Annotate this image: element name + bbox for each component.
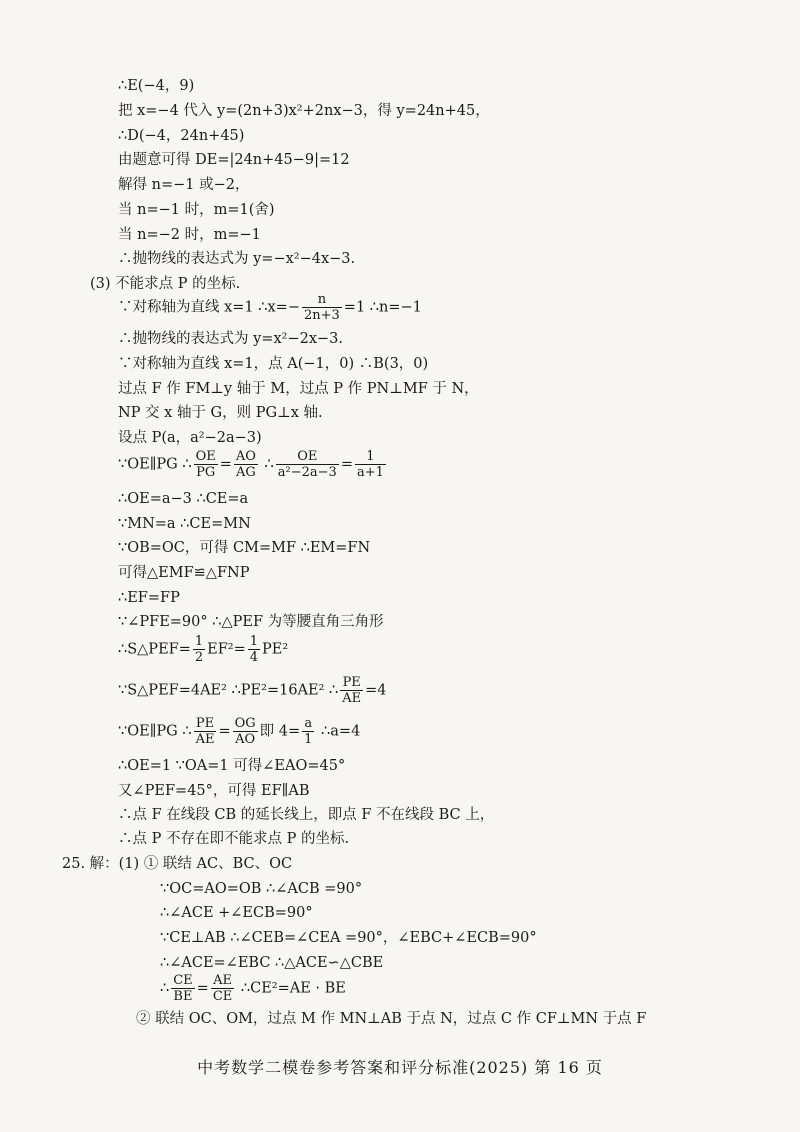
fraction: $\frac{n}{2n+3}$: [303, 292, 340, 323]
text-line: NP 交 x 轴于 G，则 PG⊥x 轴.: [118, 405, 323, 421]
page-footer: 中考数学二模卷参考答案和评分标准(2025) 第 16 页: [197, 1058, 603, 1077]
text-line: ∴OE=a−3 ∴CE=a: [118, 491, 249, 507]
formula-text: PE²: [262, 641, 289, 658]
fraction: $\frac{1}{4}$: [249, 634, 259, 665]
text-line: 设点 P(a，a²−2a−3): [118, 430, 262, 446]
text-line: ∵OB=OC，可得 CM=MF ∴EM=FN: [118, 540, 371, 556]
formula-text: ∴: [160, 980, 170, 997]
question-heading: 25. 解：(1) ① 联结 AC、BC、OC: [62, 856, 293, 872]
text-line: 过点 F 作 FM⊥y 轴于 M，过点 P 作 PN⊥MF 于 N，: [118, 381, 479, 397]
fraction: $\frac{AO}{AG}$: [235, 449, 256, 480]
text-line: 由题意可得 DE=|24n+45−9|=12: [118, 152, 350, 168]
text-line: ∴∠ACE=∠EBC ∴△ACE∽△CBE: [160, 955, 384, 971]
fraction: $\frac{1}{a+1}$: [356, 449, 384, 480]
text-line: ∴抛物线的表达式为 y=x²−2x−3.: [118, 331, 343, 347]
fraction: $\frac{PE}{AE}$: [342, 675, 362, 706]
formula-text: ∴a=4: [316, 723, 361, 740]
text-line: 解得 n=−1 或−2，: [118, 177, 250, 193]
text-line: ∴EF=FP: [118, 590, 180, 606]
fraction: $\frac{OG}{AO}$: [234, 716, 256, 747]
text-line: ② 联结 OC、OM，过点 M 作 MN⊥AB 于点 N，过点 C 作 CF⊥MN 于点 F: [136, 1011, 647, 1027]
formula-text: =: [219, 456, 232, 473]
formula-line: [118, 716, 360, 747]
formula-line: [118, 292, 422, 323]
text-line: 可得△EMF≌△FNP: [118, 565, 250, 581]
formula-text: ∴S△PEF=: [118, 641, 191, 658]
text-line: 当 n=−1 时，m=1(舍): [118, 202, 275, 218]
text-line: ∵OC=AO=OB ∴∠ACB =90°: [160, 881, 363, 897]
formula-text: 即 4=: [259, 723, 301, 740]
text-line: ∵MN=a ∴CE=MN: [118, 516, 251, 532]
formula-text: =4: [365, 682, 387, 699]
formula-line: [118, 675, 387, 706]
fraction: $\frac{OE}{PG}$: [195, 449, 216, 480]
text-line: ∴∠ACE +∠ECB=90°: [160, 905, 313, 921]
text-line: ∴点 P 不存在即不能求点 P 的坐标.: [118, 831, 350, 847]
fraction: $\frac{CE}{BE}$: [173, 973, 193, 1004]
fraction: $\frac{AE}{CE}$: [212, 973, 233, 1004]
formula-text: ∵OE∥PG ∴: [118, 723, 192, 740]
text-line: ∵CE⊥AB ∴∠CEB=∠CEA =90°，∠EBC+∠ECB=90°: [160, 930, 537, 946]
formula-text: ∵对称轴为直线 x=1 ∴x=−: [118, 299, 300, 316]
fraction: $\frac{1}{2}$: [194, 634, 204, 665]
fraction: $\frac{OE}{\text{a²−2a−3}}$: [277, 449, 337, 480]
formula-text: EF²=: [207, 641, 246, 658]
formula-text: ∵S△PEF=4AE² ∴PE²=16AE² ∴: [118, 682, 339, 699]
text-line: ∴D(−4，24n+45): [118, 128, 245, 144]
formula-line: [118, 634, 288, 665]
fraction: $\frac{a}{1}$: [304, 716, 313, 747]
formula-text: ∵OE∥PG ∴: [118, 456, 192, 473]
formula-text: =: [218, 723, 231, 740]
text-line: ∴抛物线的表达式为 y=−x²−4x−3.: [118, 251, 356, 267]
formula-line: [118, 449, 388, 480]
text-line: ∵对称轴为直线 x=1，点 A(−1，0) ∴B(3，0): [118, 356, 429, 372]
formula-text: =: [340, 456, 353, 473]
text-line: (3) 不能求点 P 的坐标.: [90, 276, 241, 292]
formula-text: =: [196, 980, 209, 997]
fraction: $\frac{PE}{AE}$: [195, 716, 215, 747]
text-line: ∴OE=1 ∵OA=1 可得∠EAO=45°: [118, 758, 346, 774]
text-line: ∴点 F 在线段 CB 的延长线上，即点 F 不在线段 BC 上，: [118, 807, 495, 823]
text-line: 当 n=−2 时，m=−1: [118, 227, 261, 243]
formula-line: [160, 973, 346, 1004]
text-line: 把 x=−4 代入 y=(2n+3)x²+2nx−3，得 y=24n+45，: [118, 103, 490, 119]
text-line: ∵∠PFE=90° ∴△PEF 为等腰直角三角形: [118, 614, 384, 630]
text-line: ∴E(−4，9): [118, 78, 195, 94]
formula-text: ∴: [259, 456, 274, 473]
text-line: 又∠PEF=45°，可得 EF∥AB: [118, 783, 310, 799]
formula-text: ∴CE²=AE · BE: [236, 980, 346, 997]
formula-text: =1 ∴n=−1: [343, 299, 422, 316]
